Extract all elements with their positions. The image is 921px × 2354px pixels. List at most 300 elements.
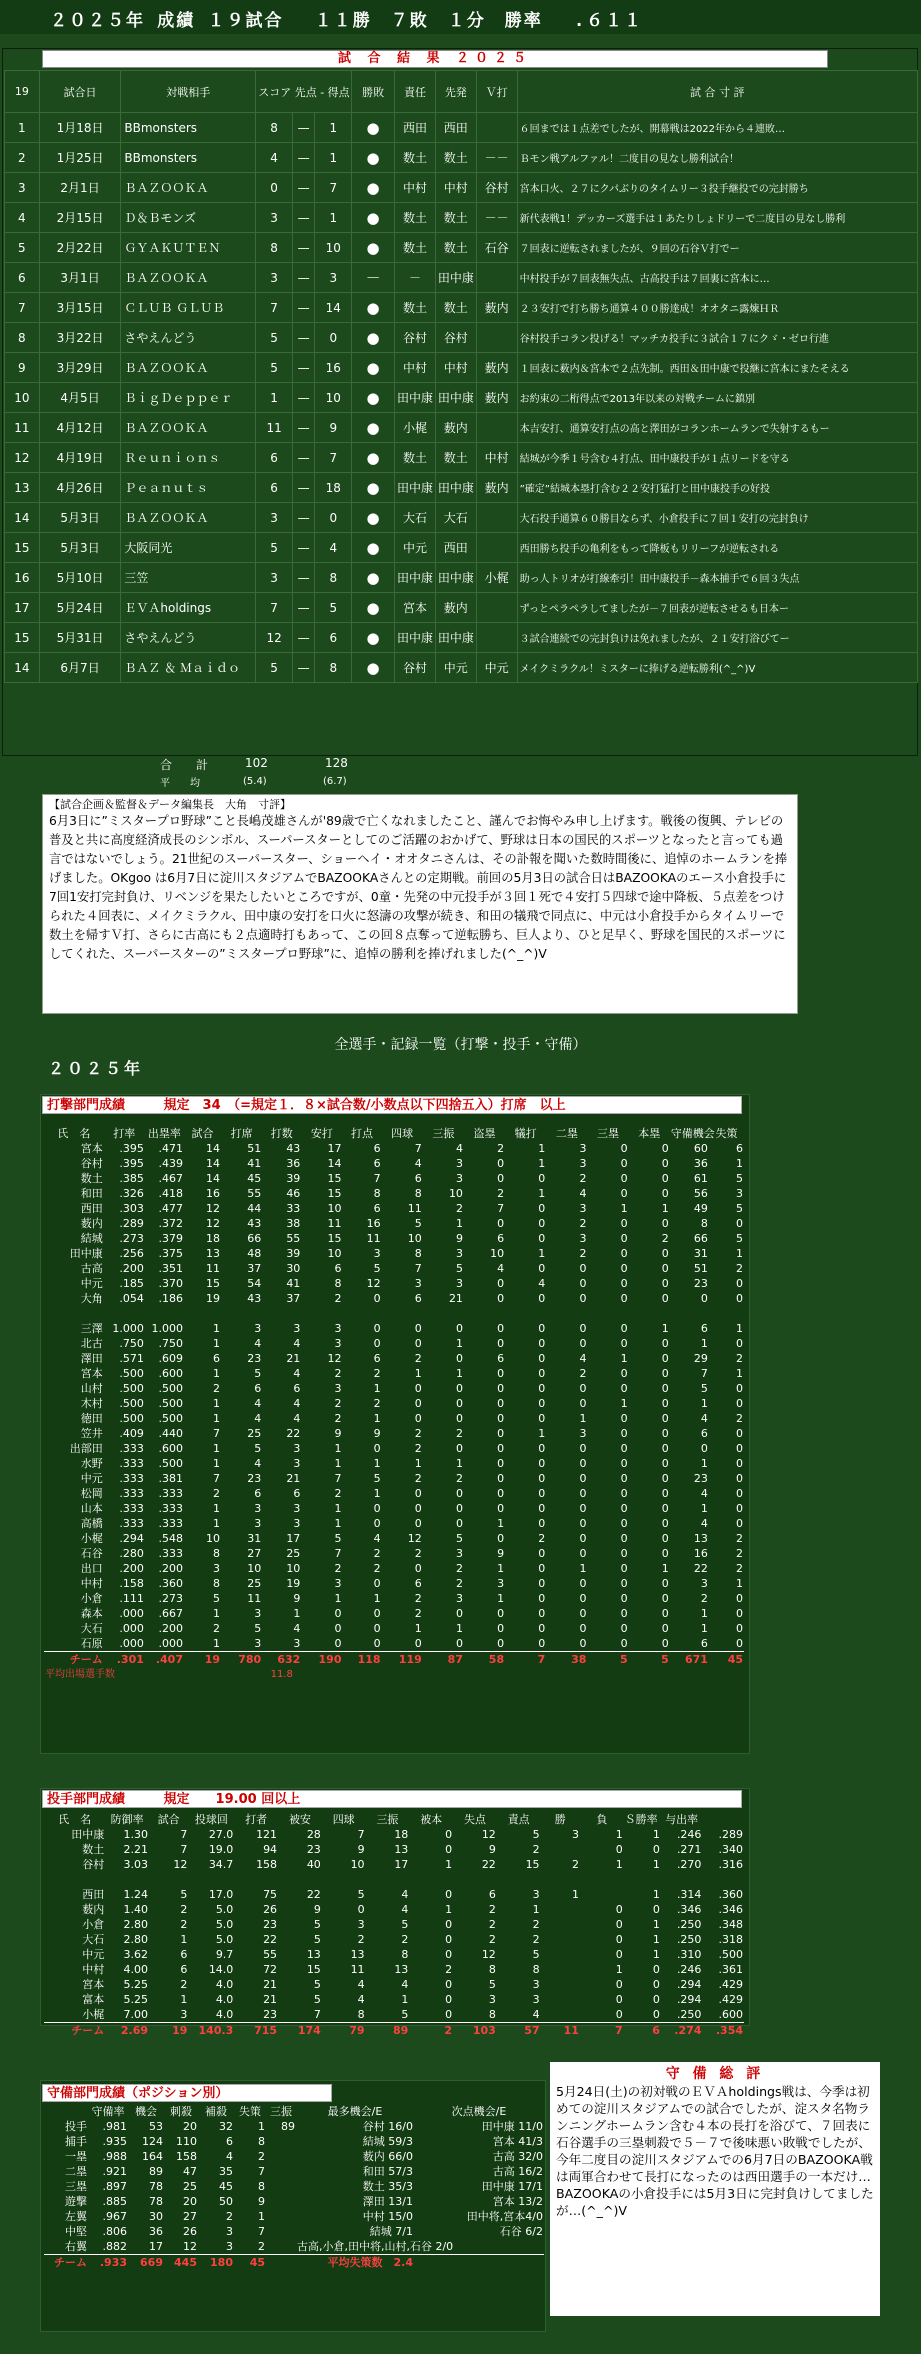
batting-value: 1: [736, 1322, 743, 1335]
defense-row: [44, 2239, 544, 2255]
batting-value: 2: [736, 1547, 743, 1560]
batting-name: [44, 1306, 104, 1321]
pitching-row: [44, 1872, 744, 1887]
batting-header-cell: 出塁率: [147, 1127, 181, 1140]
batting-value: .440: [158, 1427, 183, 1440]
batting-value: 22: [286, 1427, 301, 1440]
pitching-value: 0: [652, 2008, 660, 2021]
pitching-value: [453, 1872, 497, 1887]
game-date: 3月29日: [39, 353, 121, 383]
result-mark: ●: [352, 113, 395, 143]
opponent: Ｒｅｕｎｉｏｎｓ: [121, 443, 256, 473]
batting-value: 2: [414, 1352, 422, 1365]
pitching-value: 1.30: [123, 1828, 148, 1841]
batting-value: 41: [286, 1277, 301, 1290]
batting-value: 1: [373, 1412, 381, 1425]
pitching-value: [624, 1917, 633, 1932]
pitching-header-cell: Ｓ: [624, 1813, 636, 1826]
batting-value: 1: [414, 1622, 422, 1635]
batting-value: 14: [206, 1142, 221, 1155]
pitching-value: 23: [306, 1843, 321, 1856]
batting-team-value: 19: [184, 1652, 221, 1668]
pitching-row: [44, 1827, 744, 1842]
batting-value: 0: [373, 1637, 381, 1650]
pitching-value: [541, 1962, 580, 1977]
batting-value: 0: [700, 1292, 708, 1305]
batting-value: 0: [538, 1637, 546, 1650]
batting-value: 0: [334, 1607, 342, 1620]
defense-comment-title: 守 備 総 評: [665, 2066, 765, 2082]
batting-value: .571: [119, 1352, 144, 1365]
game-date: 2月22日: [39, 233, 121, 263]
avg-players-label: 平均出場選手数: [45, 1669, 115, 1680]
opponent: ＢＡＺＯＯＫＡ: [121, 173, 256, 203]
defense-value: 中村 15/0: [362, 2210, 413, 2223]
starting-pitcher: 田中康: [435, 623, 476, 653]
batting-value: 0: [538, 1517, 546, 1530]
pitching-value: 15: [525, 1858, 540, 1871]
batting-value: 2: [455, 1472, 463, 1485]
batting-value: 7: [414, 1142, 422, 1155]
pitching-value: 2: [488, 1903, 496, 1916]
defense-value: 2: [226, 2210, 233, 2223]
batting-value: 0: [620, 1232, 628, 1245]
score-against: 3: [256, 563, 293, 593]
batting-value: [145, 1306, 184, 1321]
game-comment: 結城が今季１号含む４打点、田中康投手が１点リードを守る: [517, 443, 917, 473]
game-number: 4: [5, 203, 40, 233]
batting-value: 0: [620, 1217, 628, 1230]
batting-value: .372: [158, 1217, 183, 1230]
batting-value: 3: [736, 1187, 743, 1200]
batting-value: 1: [213, 1367, 221, 1380]
score-for: 10: [315, 383, 352, 413]
game-date: 5月31日: [39, 623, 121, 653]
batting-value: .500: [119, 1382, 144, 1395]
result-row: [5, 383, 918, 413]
batting-value: 6: [414, 1292, 422, 1305]
defense-row: [44, 2134, 544, 2149]
batting-value: 6: [497, 1352, 505, 1365]
batting-value: 16: [366, 1217, 381, 1230]
batting-value: 5: [373, 1262, 381, 1275]
batting-value: .273: [158, 1592, 183, 1605]
winning-hit: [476, 623, 517, 653]
batting-value: [262, 1306, 301, 1321]
pitching-value: [541, 1842, 580, 1857]
batting-value: 0: [538, 1202, 546, 1215]
pitching-value: 15: [306, 1963, 321, 1976]
batting-value: 3: [254, 1517, 262, 1530]
batting-name: 谷村: [80, 1157, 103, 1170]
batting-value: 2: [414, 1592, 422, 1605]
score-for: 5: [315, 593, 352, 623]
defense-name: 中堅: [65, 2225, 87, 2238]
batting-value: 3: [254, 1322, 262, 1335]
batting-value: 1: [293, 1607, 301, 1620]
batting-value: 22: [693, 1562, 708, 1575]
batting-value: 6: [700, 1637, 708, 1650]
batting-value: 0: [579, 1322, 587, 1335]
defense-value: 田中将,宮本4/0: [466, 2210, 543, 2223]
batting-value: 1: [213, 1322, 221, 1335]
batting-value: .500: [119, 1397, 144, 1410]
defense-header-cell: 最多機会/E: [327, 2105, 383, 2118]
batting-value: 1: [700, 1457, 708, 1470]
pitching-value: 7.00: [123, 2008, 148, 2021]
batting-value: 8: [373, 1187, 381, 1200]
winning-hit: －－: [476, 143, 517, 173]
batting-value: 1: [538, 1142, 546, 1155]
batting-value: 0: [455, 1487, 463, 1500]
batting-row: [44, 1546, 744, 1561]
batting-value: 0: [373, 1337, 381, 1350]
pitching-value: 2: [488, 1933, 496, 1946]
batting-value: 0: [414, 1502, 422, 1515]
batting-value: 0: [661, 1547, 669, 1560]
batting-value: 0: [579, 1577, 587, 1590]
batting-team-value: 87: [423, 1652, 464, 1668]
batting-value: 2: [334, 1562, 342, 1575]
defense-value: 78: [149, 2180, 163, 2193]
defense-value: 古高 32/0: [492, 2150, 543, 2163]
batting-value: .000: [119, 1607, 144, 1620]
responsible-pitcher: 西田: [395, 113, 436, 143]
batting-value: 0: [661, 1382, 669, 1395]
pitching-value: 1: [615, 1963, 623, 1976]
pitching-value: [661, 1872, 703, 1887]
starting-pitcher: 田中康: [435, 383, 476, 413]
batting-name: 石谷: [80, 1547, 103, 1560]
batting-value: 0: [736, 1637, 743, 1650]
batting-value: 0: [661, 1217, 669, 1230]
game-comment: 助っ人トリオが打線牽引！田中康投手－森本捕手で６回３失点: [517, 563, 917, 593]
defense-value: [266, 2149, 296, 2164]
pitching-value: 0: [445, 2008, 453, 2021]
batting-value: 9: [334, 1427, 342, 1440]
batting-value: 0: [620, 1292, 628, 1305]
batting-value: .256: [119, 1247, 144, 1260]
pitching-value: .318: [718, 1933, 743, 1946]
defense-value: .981: [102, 2120, 127, 2133]
batting-value: .500: [119, 1367, 144, 1380]
batting-value: 12: [366, 1277, 381, 1290]
pitching-value: .314: [676, 1888, 702, 1901]
pitching-name: 中元: [82, 1948, 105, 1961]
defense-name: 二塁: [65, 2165, 87, 2178]
defense-value: 53: [149, 2120, 163, 2133]
starting-pitcher: 谷村: [435, 323, 476, 353]
batting-value: .333: [119, 1472, 144, 1485]
game-comment: ２３安打で打ち勝ち通算４００勝達成！オオタニ露煉ＨＲ: [517, 293, 917, 323]
pitching-value: 13: [350, 1948, 365, 1961]
defense-table: [44, 2104, 544, 2270]
responsible-pitcher: 中村: [395, 173, 436, 203]
batting-header-cell: 打数: [270, 1127, 293, 1140]
pitching-team-row: [44, 2023, 744, 2039]
pitching-value: 10: [350, 1858, 365, 1871]
batting-value: 0: [579, 1607, 587, 1620]
batting-value: .000: [119, 1637, 144, 1650]
batting-value: 0: [579, 1397, 587, 1410]
batting-value: 3: [293, 1442, 301, 1455]
batting-name: 山村: [80, 1382, 103, 1395]
score-dash: —: [292, 113, 314, 143]
pitching-team-value: 103: [453, 2023, 497, 2039]
batting-value: 0: [538, 1607, 546, 1620]
batting-value: 5: [736, 1232, 743, 1245]
batting-value: 3: [455, 1247, 463, 1260]
responsible-pitcher: －: [395, 263, 436, 293]
batting-value: 2: [373, 1397, 381, 1410]
pitching-value: 1: [652, 1828, 660, 1841]
batting-value: 6: [254, 1487, 262, 1500]
batting-value: 0: [620, 1517, 628, 1530]
pitching-value: 5: [401, 1918, 409, 1931]
batting-value: .418: [158, 1187, 183, 1200]
defense-value: [266, 2164, 296, 2179]
batting-value: 0: [620, 1487, 628, 1500]
batting-header-cell: 打点: [351, 1127, 374, 1140]
pitching-table: [44, 1812, 744, 2038]
batting-value: 1: [736, 1247, 743, 1260]
batting-value: 7: [334, 1472, 342, 1485]
batting-value: 0: [455, 1412, 463, 1425]
defense-team-value: チーム: [44, 2255, 88, 2271]
batting-value: 0: [620, 1367, 628, 1380]
results-header-cell: 勝敗: [352, 71, 395, 113]
pitching-value: 9.7: [215, 1948, 234, 1961]
batting-value: 30: [286, 1262, 301, 1275]
pitching-value: 3: [571, 1828, 579, 1841]
pitching-value: 0: [445, 1888, 453, 1901]
batting-value: 3: [455, 1157, 463, 1170]
pitching-value: 2.21: [123, 1843, 148, 1856]
batting-value: 0: [538, 1367, 546, 1380]
batting-value: 4: [497, 1262, 505, 1275]
opponent: ＣＬＵＢ ＧＬＵＢ: [121, 293, 256, 323]
batting-value: 0: [373, 1442, 381, 1455]
pitching-value: 18: [394, 1828, 409, 1841]
batting-team-value: 780: [221, 1652, 262, 1668]
batting-header-cell: 打率: [113, 1127, 136, 1140]
batting-value: .500: [158, 1397, 183, 1410]
batting-value: 3: [579, 1202, 587, 1215]
batting-value: 6: [373, 1142, 381, 1155]
batting-value: 6: [334, 1262, 342, 1275]
batting-value: 0: [736, 1607, 743, 1620]
pitching-team-value: .354: [702, 2023, 744, 2039]
batting-value: .395: [119, 1157, 144, 1170]
result-mark: ●: [352, 593, 395, 623]
pitching-value: 4: [401, 1978, 409, 1991]
pitching-name: 薮内: [82, 1903, 105, 1916]
pitching-value: 0: [652, 1843, 660, 1856]
batting-value: 0: [538, 1577, 546, 1590]
batting-value: 0: [373, 1607, 381, 1620]
defense-value: 124: [142, 2135, 163, 2148]
batting-value: 0: [497, 1532, 505, 1545]
score-against: 3: [256, 203, 293, 233]
batting-value: .500: [158, 1382, 183, 1395]
batting-value: 0: [497, 1502, 505, 1515]
batting-value: 7: [700, 1367, 708, 1380]
defense-value: [266, 2179, 296, 2194]
batting-value: 23: [693, 1472, 708, 1485]
results-table: [4, 70, 918, 683]
game-number: 6: [5, 263, 40, 293]
batting-value: .000: [158, 1637, 183, 1650]
opponent: ＥＶＡholdings: [121, 593, 256, 623]
batting-value: 0: [538, 1502, 546, 1515]
responsible-pitcher: 小梶: [395, 413, 436, 443]
pitching-value: 0: [652, 1903, 660, 1916]
result-mark: ●: [352, 623, 395, 653]
batting-value: 66: [247, 1232, 262, 1245]
batting-value: 2: [334, 1412, 342, 1425]
batting-name: 松岡: [80, 1487, 103, 1500]
results-totals: [130, 754, 430, 794]
pitching-value: 5: [488, 1978, 496, 1991]
pitching-value: [105, 1872, 149, 1887]
score-against: 11: [256, 413, 293, 443]
result-row: [5, 443, 918, 473]
pitching-value: 7: [313, 2008, 321, 2021]
pitching-header-cell: 与出率: [665, 1813, 699, 1826]
responsible-pitcher: 数土: [395, 233, 436, 263]
batting-value: 0: [620, 1622, 628, 1635]
game-comment: 大石投手通算６０勝目ならず、小倉投手に７回１安打の完封負け: [517, 503, 917, 533]
batting-value: 2: [334, 1397, 342, 1410]
game-comment: 西田勝ち投手の亀利をもって降板もリリーフが逆転される: [517, 533, 917, 563]
game-number: 17: [5, 593, 40, 623]
batting-value: 56: [693, 1187, 708, 1200]
pitching-value: 4: [357, 1978, 365, 1991]
batting-value: 51: [247, 1142, 262, 1155]
batting-value: 8: [414, 1187, 422, 1200]
game-number: 3: [5, 173, 40, 203]
game-number: 16: [5, 563, 40, 593]
batting-team-value: 5: [629, 1652, 670, 1668]
batting-table: [44, 1126, 744, 1682]
batting-value: 2: [213, 1487, 221, 1500]
batting-row: [44, 1486, 744, 1501]
starting-pitcher: 薮内: [435, 413, 476, 443]
batting-value: 1: [538, 1427, 546, 1440]
batting-value: 25: [247, 1577, 262, 1590]
batting-value: .409: [119, 1427, 144, 1440]
pitching-value: 0: [615, 2008, 623, 2021]
score-against: 3: [256, 503, 293, 533]
batting-value: 5: [455, 1262, 463, 1275]
pitching-team-value: 6: [632, 2023, 660, 2039]
winning-hit: －－: [476, 203, 517, 233]
score-dash: —: [292, 473, 314, 503]
responsible-pitcher: 中村: [395, 353, 436, 383]
pitching-value: 1: [652, 1948, 660, 1961]
pitching-value: 0: [357, 1903, 365, 1916]
pitching-value: .246: [676, 1963, 702, 1976]
batting-value: 55: [286, 1232, 301, 1245]
batting-value: 3: [254, 1637, 262, 1650]
batting-value: 0: [620, 1157, 628, 1170]
batting-value: 10: [286, 1562, 301, 1575]
opponent: ＢｉｇＤｅｐｐｅｒ: [121, 383, 256, 413]
pitching-value: 6: [180, 1948, 188, 1961]
batting-value: 2: [736, 1352, 743, 1365]
batting-name: 中元: [80, 1472, 103, 1485]
batting-value: 0: [538, 1172, 546, 1185]
game-number: 2: [5, 143, 40, 173]
pitching-value: 8: [532, 1963, 540, 1976]
result-row: [5, 503, 918, 533]
batting-row: [44, 1411, 744, 1426]
score-dash: —: [292, 353, 314, 383]
batting-value: 0: [497, 1367, 505, 1380]
batting-rule: 規定 34 （=規定１．８×試合数/小数点以下四捨五入）打席 以上: [163, 1098, 566, 1113]
pitching-value: 1: [445, 1858, 453, 1871]
batting-name: 中元: [80, 1277, 103, 1290]
batting-value: 0: [538, 1592, 546, 1605]
pitching-rule: 規定 19.00 回以上: [163, 1792, 301, 1807]
batting-value: 4: [700, 1412, 708, 1425]
batting-value: 1: [700, 1607, 708, 1620]
pitching-team-value: 57: [497, 2023, 541, 2039]
batting-header-cell: 三塁: [597, 1127, 620, 1140]
results-header-cell: 対戦相手: [121, 71, 256, 113]
batting-row: [44, 1246, 744, 1261]
batting-value: 2: [661, 1232, 669, 1245]
batting-value: .750: [119, 1337, 144, 1350]
pitching-value: 9: [488, 1843, 496, 1856]
pitching-value: .294: [676, 1978, 702, 1991]
batting-value: 0: [497, 1427, 505, 1440]
score-against: 5: [256, 323, 293, 353]
batting-value: 1: [736, 1367, 743, 1380]
defense-value: 12: [183, 2240, 197, 2253]
batting-value: 2: [334, 1367, 342, 1380]
pitching-value: 0: [615, 1843, 623, 1856]
game-date: 3月1日: [39, 263, 121, 293]
pitching-value: 0: [652, 1993, 660, 2006]
score-against: 5: [256, 533, 293, 563]
pitching-value: 6: [180, 1963, 188, 1976]
defense-value: 7: [258, 2225, 265, 2238]
batting-value: 0: [620, 1547, 628, 1560]
pitching-value: [624, 1977, 633, 1992]
pitching-value: .429: [718, 1978, 743, 1991]
pitching-value: 5: [180, 1888, 188, 1901]
batting-value: 1: [736, 1157, 743, 1170]
batting-name: 結城: [80, 1232, 103, 1245]
starting-pitcher: 中村: [435, 173, 476, 203]
defense-value: 澤田 13/1: [362, 2195, 413, 2208]
winning-hit: [476, 113, 517, 143]
defense-value: 6: [226, 2135, 233, 2148]
batting-value: 0: [455, 1637, 463, 1650]
pitching-value: 1: [180, 1993, 188, 2006]
defense-name: 三塁: [65, 2180, 87, 2193]
game-date: 2月15日: [39, 203, 121, 233]
pitching-name: 富本: [82, 1993, 105, 2006]
batting-value: 9: [455, 1232, 463, 1245]
pitching-value: 3: [488, 1993, 496, 2006]
batting-value: 1: [455, 1217, 463, 1230]
batting-value: 0: [736, 1502, 743, 1515]
defense-value: .885: [102, 2195, 127, 2208]
pitching-value: 2: [488, 1918, 496, 1931]
starting-pitcher: 数土: [435, 143, 476, 173]
